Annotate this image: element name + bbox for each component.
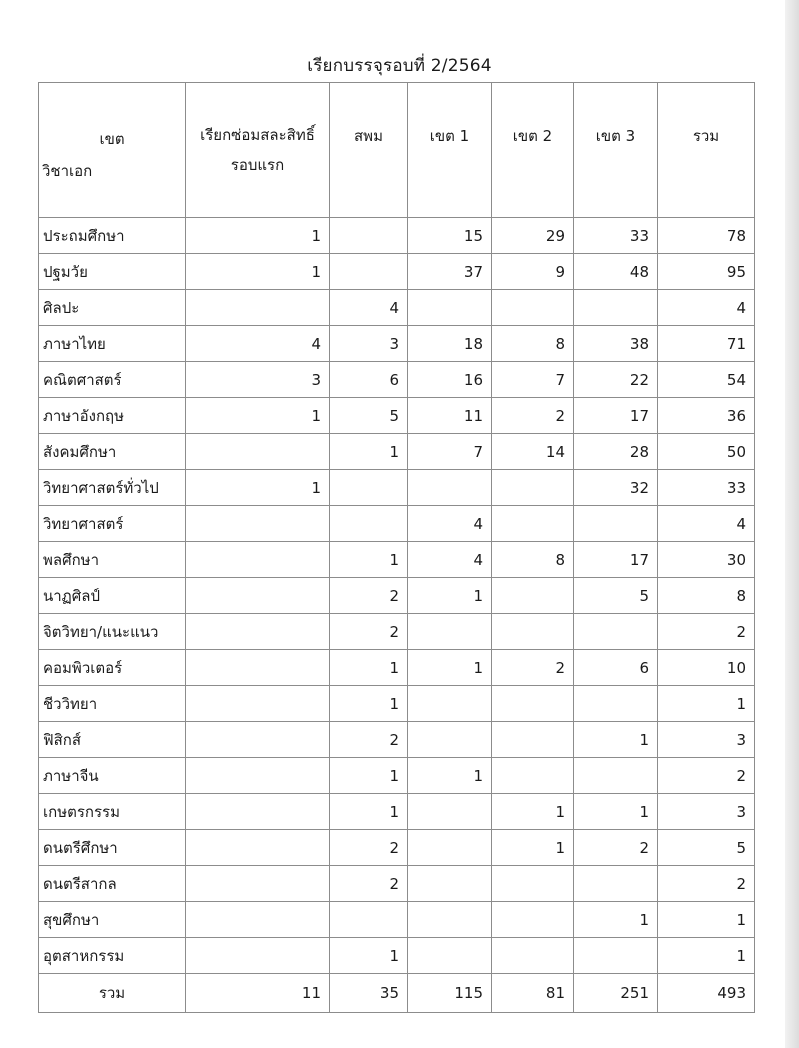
value-cell: 36 (658, 398, 755, 434)
value-cell: 1 (408, 758, 492, 794)
value-cell (408, 614, 492, 650)
value-cell (574, 290, 658, 326)
value-cell (574, 614, 658, 650)
value-cell: 1 (330, 938, 408, 974)
value-cell: 3 (658, 722, 755, 758)
value-cell: 2 (658, 866, 755, 902)
value-cell: 1 (658, 902, 755, 938)
value-cell: 3 (658, 794, 755, 830)
value-cell: 48 (574, 254, 658, 290)
subject-name: สุขศึกษา (39, 902, 186, 938)
value-cell (330, 506, 408, 542)
header-row (39, 83, 755, 218)
value-cell: 1 (330, 794, 408, 830)
value-cell (408, 830, 492, 866)
subject-name: วิทยาศาสตร์ทั่วไป (39, 470, 186, 506)
value-cell: 1 (658, 686, 755, 722)
value-cell (186, 434, 330, 470)
value-cell: 1 (658, 938, 755, 974)
value-cell: 33 (574, 218, 658, 254)
value-cell: 6 (330, 362, 408, 398)
table-row (39, 542, 755, 578)
value-cell (186, 794, 330, 830)
value-cell: 2 (330, 830, 408, 866)
value-cell: 5 (330, 398, 408, 434)
value-cell: 2 (492, 650, 574, 686)
total-cell: 81 (492, 974, 574, 1013)
table-row (39, 902, 755, 938)
value-cell: 29 (492, 218, 574, 254)
value-cell: 7 (408, 434, 492, 470)
value-cell: 1 (574, 722, 658, 758)
value-cell: 7 (492, 362, 574, 398)
value-cell (492, 506, 574, 542)
subject-name: จิตวิทยา/แนะแนว (39, 614, 186, 650)
table-row (39, 398, 755, 434)
value-cell: 2 (492, 398, 574, 434)
table-row (39, 434, 755, 470)
value-cell: 2 (330, 614, 408, 650)
table-row (39, 794, 755, 830)
value-cell: 3 (330, 326, 408, 362)
total-cell: 35 (330, 974, 408, 1013)
page-edge (785, 0, 799, 1048)
table-row (39, 218, 755, 254)
value-cell: 17 (574, 398, 658, 434)
value-cell (408, 866, 492, 902)
corner-bottom-label: วิชาเอก (42, 162, 93, 180)
total-cell: 493 (658, 974, 755, 1013)
value-cell: 2 (330, 866, 408, 902)
table-row (39, 470, 755, 506)
table-row (39, 686, 755, 722)
value-cell: 8 (492, 542, 574, 578)
total-label: รวม (39, 974, 186, 1013)
value-cell: 95 (658, 254, 755, 290)
value-cell: 4 (408, 506, 492, 542)
value-cell: 8 (658, 578, 755, 614)
total-cell: 11 (186, 974, 330, 1013)
subject-name: เกษตรกรรม (39, 794, 186, 830)
subject-name: นาฏศิลป์ (39, 578, 186, 614)
header-recall-line2: รอบแรก (230, 156, 285, 174)
value-cell: 1 (330, 542, 408, 578)
header-zone-1: เขต 1 (408, 83, 492, 218)
value-cell: 4 (186, 326, 330, 362)
value-cell: 54 (658, 362, 755, 398)
value-cell: 33 (658, 470, 755, 506)
value-cell (492, 290, 574, 326)
value-cell (408, 686, 492, 722)
value-cell: 1 (186, 254, 330, 290)
table-row (39, 506, 755, 542)
value-cell: 18 (408, 326, 492, 362)
value-cell: 1 (492, 794, 574, 830)
value-cell: 8 (492, 326, 574, 362)
value-cell: 1 (492, 830, 574, 866)
table-row (39, 650, 755, 686)
value-cell (408, 902, 492, 938)
value-cell (408, 938, 492, 974)
value-cell (186, 290, 330, 326)
subject-name: ภาษาอังกฤษ (39, 398, 186, 434)
value-cell: 50 (658, 434, 755, 470)
value-cell: 22 (574, 362, 658, 398)
value-cell (186, 578, 330, 614)
subject-name: ภาษาจีน (39, 758, 186, 794)
table-row (39, 326, 755, 362)
value-cell (186, 686, 330, 722)
value-cell (492, 578, 574, 614)
subject-name: ดนตรีสากล (39, 866, 186, 902)
value-cell: 11 (408, 398, 492, 434)
value-cell: 30 (658, 542, 755, 578)
value-cell: 4 (408, 542, 492, 578)
value-cell: 1 (186, 398, 330, 434)
value-cell (574, 686, 658, 722)
value-cell: 16 (408, 362, 492, 398)
value-cell: 1 (330, 686, 408, 722)
value-cell: 2 (658, 758, 755, 794)
value-cell: 1 (330, 650, 408, 686)
value-cell: 1 (408, 650, 492, 686)
value-cell (186, 614, 330, 650)
value-cell (186, 902, 330, 938)
value-cell (492, 938, 574, 974)
value-cell: 1 (330, 434, 408, 470)
corner-header (39, 83, 186, 218)
total-cell: 115 (408, 974, 492, 1013)
value-cell (186, 542, 330, 578)
value-cell (408, 722, 492, 758)
value-cell (186, 506, 330, 542)
value-cell (408, 290, 492, 326)
page-title: เรียกบรรจุรอบที่ 2/2564 (307, 56, 492, 76)
header-recall (186, 83, 330, 218)
value-cell (186, 830, 330, 866)
header-spm: สพม (330, 83, 408, 218)
value-cell: 4 (658, 290, 755, 326)
value-cell (408, 794, 492, 830)
value-cell: 9 (492, 254, 574, 290)
value-cell: 10 (658, 650, 755, 686)
value-cell (186, 938, 330, 974)
value-cell: 2 (330, 578, 408, 614)
value-cell: 32 (574, 470, 658, 506)
value-cell: 1 (408, 578, 492, 614)
value-cell (330, 902, 408, 938)
value-cell (492, 470, 574, 506)
value-cell: 6 (574, 650, 658, 686)
value-cell (492, 758, 574, 794)
value-cell (492, 902, 574, 938)
value-cell: 4 (658, 506, 755, 542)
subject-name: ศิลปะ (39, 290, 186, 326)
value-cell (186, 758, 330, 794)
corner-top-label: เขต (99, 130, 125, 148)
value-cell (574, 758, 658, 794)
table-row (39, 362, 755, 398)
value-cell (492, 866, 574, 902)
total-cell: 251 (574, 974, 658, 1013)
header-total: รวม (658, 83, 755, 218)
value-cell (574, 938, 658, 974)
value-cell: 28 (574, 434, 658, 470)
subject-name: ฟิสิกส์ (39, 722, 186, 758)
subject-name: คณิตศาสตร์ (39, 362, 186, 398)
table-body (39, 218, 755, 974)
table-row (39, 614, 755, 650)
header-recall-line1: เรียกซ่อมสละสิทธิ์ (200, 126, 315, 144)
value-cell (492, 686, 574, 722)
table-row (39, 290, 755, 326)
table-row (39, 866, 755, 902)
value-cell: 17 (574, 542, 658, 578)
value-cell: 78 (658, 218, 755, 254)
table-row (39, 578, 755, 614)
value-cell: 1 (574, 902, 658, 938)
value-cell (330, 218, 408, 254)
value-cell: 1 (574, 794, 658, 830)
value-cell (186, 866, 330, 902)
subject-name: คอมพิวเตอร์ (39, 650, 186, 686)
value-cell: 3 (186, 362, 330, 398)
value-cell: 14 (492, 434, 574, 470)
value-cell: 1 (186, 218, 330, 254)
value-cell: 15 (408, 218, 492, 254)
header-zone-3: เขต 3 (574, 83, 658, 218)
value-cell: 2 (658, 614, 755, 650)
value-cell: 5 (658, 830, 755, 866)
value-cell: 4 (330, 290, 408, 326)
value-cell (574, 866, 658, 902)
value-cell (492, 614, 574, 650)
value-cell: 5 (574, 578, 658, 614)
value-cell (574, 506, 658, 542)
recruitment-table (38, 82, 755, 1013)
value-cell: 1 (330, 758, 408, 794)
value-cell (330, 254, 408, 290)
subject-name: ดนตรีศึกษา (39, 830, 186, 866)
value-cell (492, 722, 574, 758)
value-cell: 71 (658, 326, 755, 362)
table-row (39, 758, 755, 794)
subject-name: สังคมศึกษา (39, 434, 186, 470)
table-row (39, 722, 755, 758)
value-cell (330, 470, 408, 506)
subject-name: อุตสาหกรรม (39, 938, 186, 974)
value-cell (186, 722, 330, 758)
header-zone-2: เขต 2 (492, 83, 574, 218)
table-row (39, 938, 755, 974)
value-cell: 2 (330, 722, 408, 758)
value-cell (408, 470, 492, 506)
value-cell: 2 (574, 830, 658, 866)
value-cell: 38 (574, 326, 658, 362)
table-row (39, 830, 755, 866)
subject-name: วิทยาศาสตร์ (39, 506, 186, 542)
table-row (39, 254, 755, 290)
subject-name: ภาษาไทย (39, 326, 186, 362)
total-row (39, 974, 755, 1013)
subject-name: ประถมศึกษา (39, 218, 186, 254)
subject-name: พลศึกษา (39, 542, 186, 578)
value-cell: 1 (186, 470, 330, 506)
subject-name: ปฐมวัย (39, 254, 186, 290)
value-cell: 37 (408, 254, 492, 290)
value-cell (186, 650, 330, 686)
subject-name: ชีววิทยา (39, 686, 186, 722)
